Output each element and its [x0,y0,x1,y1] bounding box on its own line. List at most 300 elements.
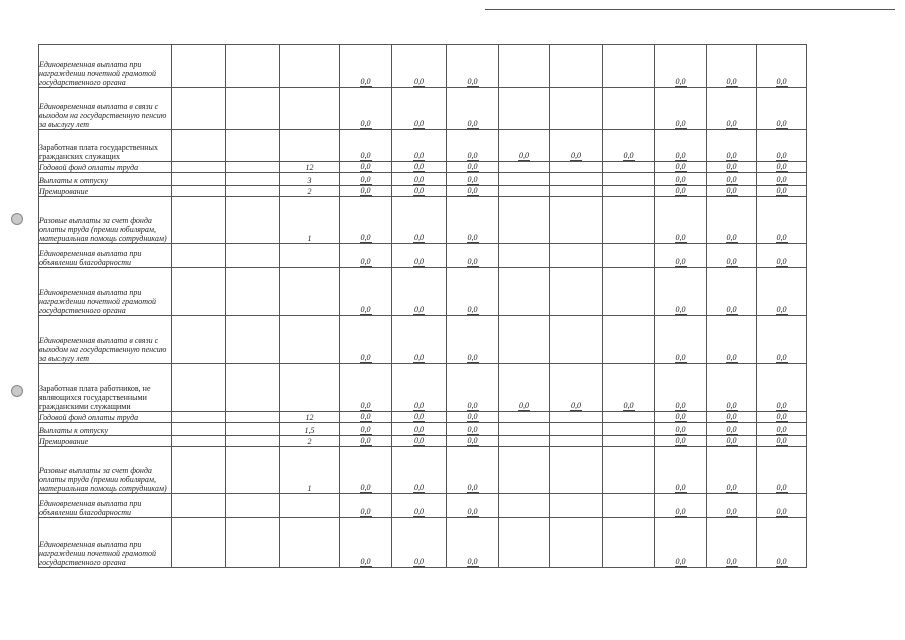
value-text: 0,0 [776,151,787,160]
value-cell [757,268,807,316]
value-cell [655,244,707,268]
value-cell [757,186,807,197]
value-cell [655,88,707,130]
value-cell [392,197,447,244]
value-text: 0,0 [519,401,529,410]
empty-cell [226,197,280,244]
empty-cell [226,130,280,162]
coefficient-value: 1 [307,234,312,243]
value-text: 0,0 [675,483,686,492]
empty-cell [172,316,226,364]
value-text: 0,0 [467,233,478,242]
value-cell [340,364,392,412]
value-cell [707,130,757,162]
value-text: 0,0 [776,175,787,184]
empty-cell [172,412,226,423]
value-text: 0,0 [414,77,424,86]
value-cell [447,45,499,88]
empty-cell [226,364,280,412]
value-cell [447,244,499,268]
empty-cell [226,447,280,494]
value-cell [757,364,807,412]
value-text: 0,0 [467,257,478,266]
empty-cell [226,186,280,197]
table-row [39,197,807,244]
value-text: 0,0 [675,436,686,445]
row-label: Единовременная выплата при награждении почетной грамотой государственного органа [39,518,172,568]
value-text: 0,0 [360,353,371,362]
value-text: 0,0 [675,305,686,314]
value-cell [603,45,655,88]
value-text: 0,0 [776,186,787,195]
value-text: 0,0 [360,483,371,492]
empty-cell [226,268,280,316]
value-cell [707,268,757,316]
value-cell [447,268,499,316]
empty-cell [172,88,226,130]
value-cell [707,423,757,436]
value-cell [603,268,655,316]
value-text: 0,0 [726,257,737,266]
value-text: 0,0 [414,557,424,566]
value-text: 0,0 [414,412,424,421]
value-cell [392,364,447,412]
empty-cell [226,494,280,518]
value-cell [603,436,655,447]
value-cell [340,45,392,88]
value-cell [499,412,550,423]
value-text: 0,0 [360,557,371,566]
value-cell [447,364,499,412]
row-label: Премирование [39,186,172,197]
value-cell [340,518,392,568]
value-text: 0,0 [726,557,737,566]
value-text: 0,0 [467,483,478,492]
table-row [39,436,807,447]
coefficient-cell [280,316,340,364]
empty-cell [172,45,226,88]
value-text: 0,0 [726,151,737,160]
value-text: 0,0 [776,353,787,362]
value-text: 0,0 [776,483,787,492]
value-cell [499,186,550,197]
value-cell [550,494,603,518]
value-text: 0,0 [776,507,787,516]
value-cell [707,45,757,88]
value-cell [392,244,447,268]
value-cell [550,162,603,173]
row-label: Заработная плата работников, не являющихся государственными гражданскими служащими [39,364,172,412]
coefficient-value: 1,5 [304,426,315,435]
value-cell [707,447,757,494]
value-cell [499,130,550,162]
value-text: 0,0 [776,233,787,242]
row-label: Разовые выплаты за счет фонда оплаты труда (премии юбилярам, материальная помощь сотрудникам) [39,197,172,244]
value-text: 0,0 [571,151,581,160]
value-text: 0,0 [360,257,371,266]
value-cell [757,436,807,447]
value-text: 0,0 [414,436,424,445]
value-cell [603,412,655,423]
value-text: 0,0 [467,151,478,160]
row-label: Выплаты к отпуску [39,423,172,436]
value-cell [392,162,447,173]
value-cell [499,45,550,88]
value-cell [757,45,807,88]
value-cell [655,447,707,494]
table-row [39,173,807,186]
value-text: 0,0 [675,233,686,242]
value-text: 0,0 [467,507,478,516]
table-row [39,364,807,412]
value-cell [340,88,392,130]
value-text: 0,0 [726,77,737,86]
value-text: 0,0 [414,353,424,362]
value-text: 0,0 [360,162,371,171]
value-cell [603,88,655,130]
value-text: 0,0 [776,162,787,171]
value-text: 0,0 [675,186,686,195]
value-cell [550,436,603,447]
value-cell [447,173,499,186]
value-cell [447,197,499,244]
row-label: Единовременная выплата при объявлении благодарности [39,244,172,268]
value-cell [499,494,550,518]
value-cell [340,423,392,436]
value-cell [447,518,499,568]
value-text: 0,0 [675,557,686,566]
coefficient-cell [280,244,340,268]
value-cell [499,423,550,436]
value-cell [447,186,499,197]
value-cell [707,518,757,568]
empty-cell [226,88,280,130]
coefficient-cell [280,45,340,88]
value-text: 0,0 [467,305,478,314]
empty-cell [226,173,280,186]
value-cell [392,173,447,186]
value-cell [550,45,603,88]
row-label: Единовременная выплата в связи с выходом на государственную пенсию за выслугу лет [39,88,172,130]
value-text: 0,0 [467,353,478,362]
value-cell [340,130,392,162]
value-cell [392,423,447,436]
table-row [39,162,807,173]
coefficient-cell [280,436,340,447]
value-cell [499,244,550,268]
value-text: 0,0 [414,175,424,184]
value-text: 0,0 [414,233,424,242]
row-label: Единовременная выплата при награждении почетной грамотой государственного органа [39,45,172,88]
value-text: 0,0 [414,401,424,410]
value-cell [392,45,447,88]
value-cell [757,316,807,364]
table-row [39,268,807,316]
empty-cell [226,45,280,88]
coefficient-value: 1 [307,484,312,493]
empty-cell [172,197,226,244]
row-label: Единовременная выплата при объявлении благодарности [39,494,172,518]
coefficient-value: 2 [307,437,312,446]
value-cell [447,436,499,447]
value-text: 0,0 [360,425,371,434]
value-text: 0,0 [467,436,478,445]
empty-cell [226,436,280,447]
value-text: 0,0 [467,186,478,195]
coefficient-cell [280,447,340,494]
table-row [39,518,807,568]
value-text: 0,0 [414,305,424,314]
value-cell [707,173,757,186]
row-label: Заработная плата государственных гражданских служащих [39,130,172,162]
value-cell [707,364,757,412]
value-cell [550,197,603,244]
empty-cell [172,436,226,447]
value-cell [550,423,603,436]
value-text: 0,0 [726,233,737,242]
value-cell [340,268,392,316]
value-cell [499,162,550,173]
value-text: 0,0 [726,483,737,492]
value-cell [655,364,707,412]
value-cell [340,494,392,518]
value-text: 0,0 [467,175,478,184]
table-row [39,316,807,364]
value-cell [550,447,603,494]
value-cell [603,316,655,364]
value-cell [603,518,655,568]
value-text: 0,0 [360,119,371,128]
value-cell [603,244,655,268]
value-text: 0,0 [726,353,737,362]
value-cell [655,130,707,162]
value-text: 0,0 [360,175,371,184]
value-cell [757,447,807,494]
coefficient-cell [280,518,340,568]
value-cell [447,423,499,436]
value-cell [550,316,603,364]
value-text: 0,0 [467,557,478,566]
table-row [39,494,807,518]
value-cell [550,518,603,568]
value-text: 0,0 [467,412,478,421]
value-text: 0,0 [675,353,686,362]
value-cell [707,162,757,173]
row-label: Разовые выплаты за счет фонда оплаты труда (премии юбилярам, материальная помощь сотрудникам) [39,447,172,494]
value-cell [447,447,499,494]
value-cell [603,447,655,494]
coefficient-cell [280,197,340,244]
empty-cell [226,412,280,423]
coefficient-cell [280,186,340,197]
value-cell [499,518,550,568]
value-text: 0,0 [623,401,634,410]
value-cell [392,412,447,423]
coefficient-value: 12 [305,413,314,422]
value-text: 0,0 [414,162,424,171]
value-cell [655,436,707,447]
value-cell [447,162,499,173]
value-cell [707,412,757,423]
value-text: 0,0 [675,257,686,266]
value-cell [757,423,807,436]
value-cell [655,162,707,173]
value-text: 0,0 [414,186,424,195]
value-cell [499,88,550,130]
value-cell [392,130,447,162]
value-text: 0,0 [726,186,737,195]
value-text: 0,0 [360,186,371,195]
value-cell [655,186,707,197]
value-cell [340,412,392,423]
value-text: 0,0 [467,401,478,410]
value-cell [499,197,550,244]
value-text: 0,0 [414,425,424,434]
value-cell [499,436,550,447]
value-text: 0,0 [360,401,371,410]
table-row [39,45,807,88]
value-cell [447,316,499,364]
value-cell [655,412,707,423]
value-text: 0,0 [726,507,737,516]
value-text: 0,0 [414,483,424,492]
value-cell [447,130,499,162]
coefficient-cell [280,494,340,518]
top-rule-line [485,9,895,10]
value-text: 0,0 [776,436,787,445]
value-cell [707,436,757,447]
value-cell [603,186,655,197]
value-cell [757,494,807,518]
value-text: 0,0 [571,401,581,410]
value-cell [499,364,550,412]
table-row [39,186,807,197]
value-text: 0,0 [726,436,737,445]
value-cell [655,518,707,568]
value-cell [550,88,603,130]
value-text: 0,0 [726,119,737,128]
value-text: 0,0 [519,151,529,160]
value-cell [340,316,392,364]
value-cell [757,412,807,423]
value-cell [757,173,807,186]
value-cell [603,197,655,244]
value-cell [340,436,392,447]
empty-cell [226,162,280,173]
value-text: 0,0 [675,162,686,171]
value-cell [757,130,807,162]
value-cell [603,162,655,173]
value-text: 0,0 [776,425,787,434]
value-cell [499,316,550,364]
value-cell [447,88,499,130]
table-row [39,447,807,494]
coefficient-cell [280,423,340,436]
value-cell [757,162,807,173]
value-cell [550,268,603,316]
table-row [39,88,807,130]
punch-hole-icon [11,385,23,397]
value-text: 0,0 [726,401,737,410]
empty-cell [226,518,280,568]
value-cell [603,494,655,518]
value-text: 0,0 [726,425,737,434]
value-cell [392,518,447,568]
value-cell [707,316,757,364]
value-text: 0,0 [776,412,787,421]
value-cell [707,244,757,268]
value-cell [603,173,655,186]
value-text: 0,0 [414,151,424,160]
coefficient-value: 12 [305,163,314,172]
payroll-table [38,44,807,568]
value-cell [340,197,392,244]
table-row [39,423,807,436]
empty-cell [172,244,226,268]
row-label: Единовременная выплата в связи с выходом на государственную пенсию за выслугу лет [39,316,172,364]
value-cell [655,197,707,244]
value-cell [499,173,550,186]
value-cell [757,197,807,244]
table-row [39,244,807,268]
value-cell [550,130,603,162]
value-cell [550,244,603,268]
value-text: 0,0 [360,77,371,86]
coefficient-cell [280,173,340,186]
empty-cell [172,447,226,494]
empty-cell [226,423,280,436]
empty-cell [172,518,226,568]
value-cell [655,494,707,518]
value-text: 0,0 [414,507,424,516]
punch-hole-icon [11,213,23,225]
value-text: 0,0 [776,119,787,128]
value-text: 0,0 [776,257,787,266]
value-text: 0,0 [414,257,424,266]
value-cell [655,173,707,186]
value-cell [757,518,807,568]
value-cell [392,186,447,197]
value-cell [340,244,392,268]
coefficient-cell [280,364,340,412]
value-text: 0,0 [776,77,787,86]
value-cell [655,45,707,88]
value-cell [340,447,392,494]
value-text: 0,0 [360,305,371,314]
value-text: 0,0 [675,119,686,128]
value-text: 0,0 [675,412,686,421]
value-text: 0,0 [360,412,371,421]
value-cell [655,316,707,364]
value-text: 0,0 [467,77,478,86]
value-text: 0,0 [467,119,478,128]
value-cell [340,186,392,197]
value-cell [499,447,550,494]
coefficient-cell [280,412,340,423]
value-cell [655,423,707,436]
value-text: 0,0 [776,401,787,410]
value-text: 0,0 [675,425,686,434]
row-label: Годовой фонд оплаты труда [39,162,172,173]
value-cell [447,494,499,518]
value-cell [447,412,499,423]
empty-cell [226,316,280,364]
coefficient-value: 3 [307,176,312,185]
value-cell [603,364,655,412]
value-cell [392,436,447,447]
coefficient-cell [280,88,340,130]
value-cell [392,447,447,494]
